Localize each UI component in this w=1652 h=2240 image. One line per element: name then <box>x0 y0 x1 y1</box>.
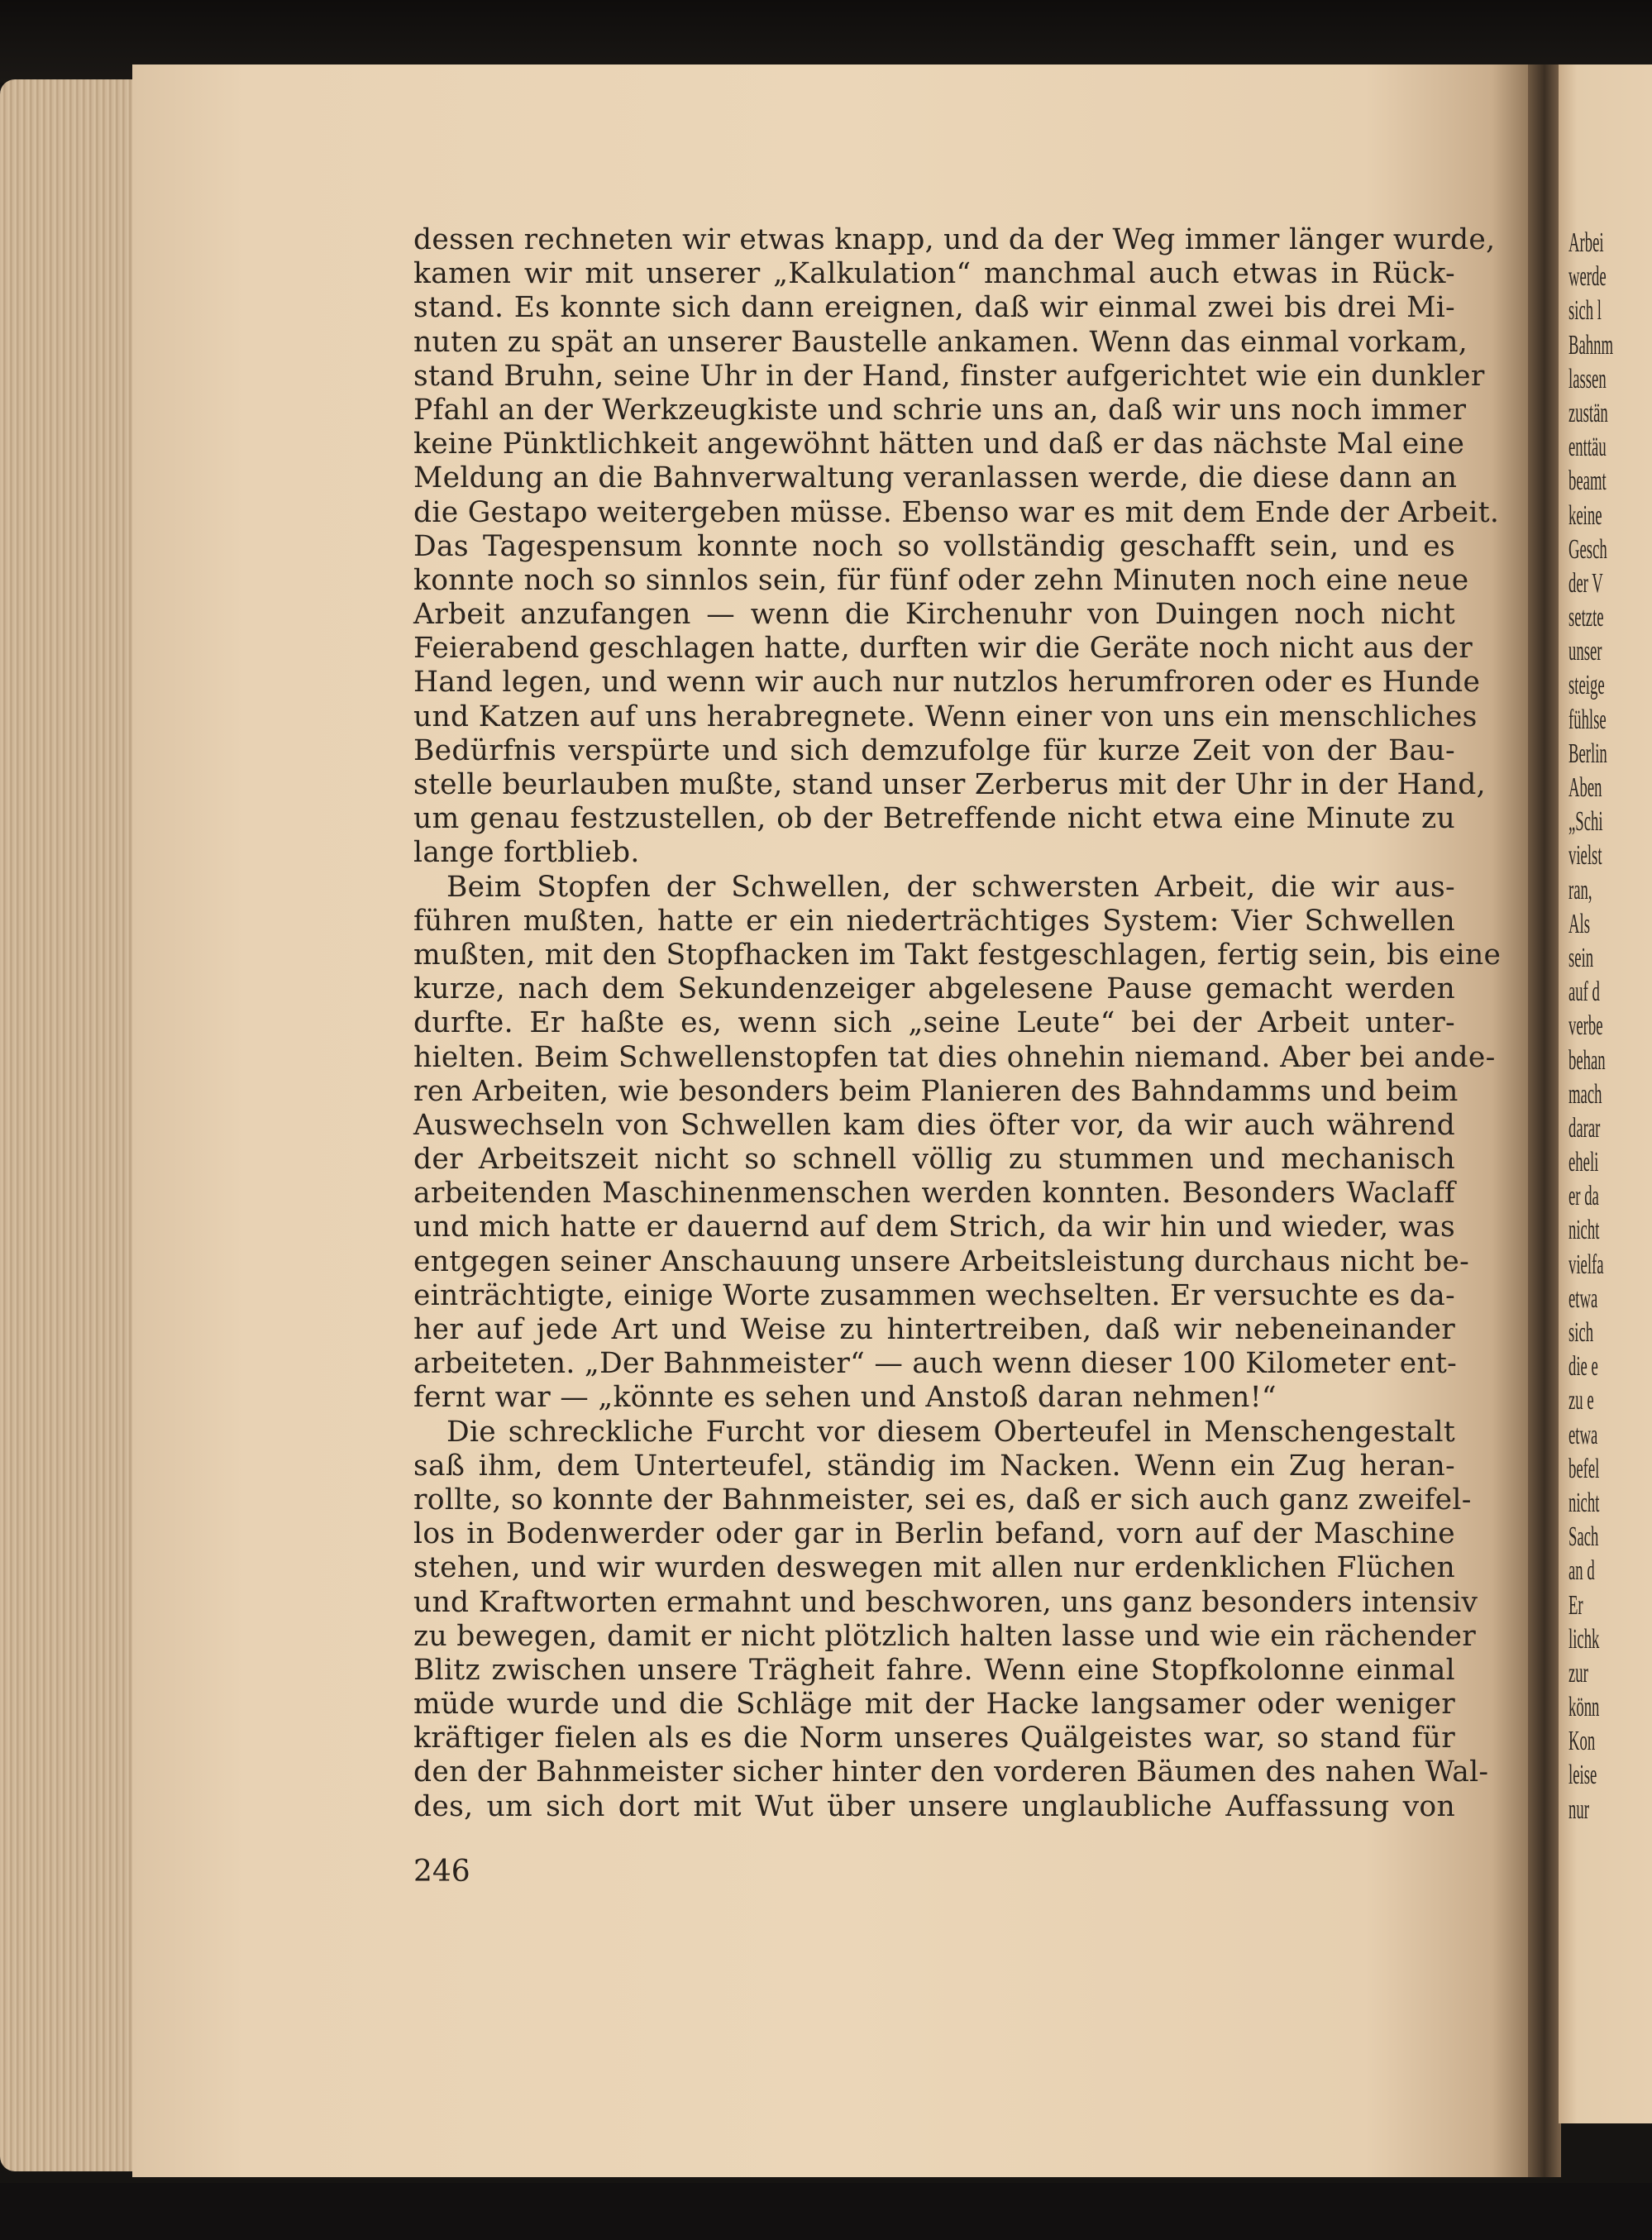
text-line: arbeitenden Maschinenmenschen werden konnten. Besonders Waclaff <box>413 1177 1455 1211</box>
facing-page-fragment: Arbei <box>1568 227 1604 258</box>
facing-page-fragment: nicht <box>1568 1215 1600 1246</box>
body-text <box>413 223 1502 1824</box>
facing-page-fragment: die e <box>1568 1351 1598 1383</box>
facing-page-fragment: könn <box>1568 1692 1600 1723</box>
text-line: der Arbeitszeit nicht so schnell völlig zu stummen und mechanisch <box>413 1143 1455 1177</box>
text-line: Hand legen, und wenn wir auch nur nutzlos herumfroren oder es Hunde <box>413 666 1481 700</box>
facing-page-fragment: Gesch <box>1568 533 1607 565</box>
facing-page-fragment: Berlin <box>1568 738 1607 769</box>
right-page <box>1559 64 1652 2123</box>
text-line: um genau festzustellen, ob der Betreffende nicht etwa eine Minute zu <box>413 802 1455 836</box>
text-line: kräftiger fielen als es die Norm unseres Quälgeistes war, so stand für <box>413 1722 1455 1755</box>
facing-page-fragment: eheli <box>1568 1147 1599 1178</box>
text-line: und mich hatte er dauernd auf dem Strich, da wir hin und wieder, was <box>413 1211 1455 1244</box>
text-line: Beim Stopfen der Schwellen, der schwersten Arbeit, die wir aus- <box>446 870 1455 904</box>
text-line: Meldung an die Bahnverwaltung veranlassen werde, die diese dann an <box>413 461 1458 495</box>
facing-page-fragment: lassen <box>1568 363 1607 394</box>
facing-page-fragment: keine <box>1568 499 1602 531</box>
facing-page-fragment: Als <box>1568 908 1590 939</box>
facing-page-fragment: sich l <box>1568 295 1602 327</box>
text-line: zu bewegen, damit er nicht plötzlich halten lasse und wie ein rächender <box>413 1619 1476 1653</box>
facing-page-fragment: werde <box>1568 261 1607 293</box>
facing-page-fragment: etwa <box>1568 1282 1598 1314</box>
text-line: saß ihm, dem Unterteufel, ständig im Nacken. Wenn ein Zug heran- <box>413 1449 1455 1483</box>
facing-page-fragment: zur <box>1568 1657 1588 1688</box>
text-line: die Gestapo weitergeben müsse. Ebenso war es mit dem Ende der Arbeit. <box>413 495 1500 529</box>
book-gutter <box>1528 64 1561 2177</box>
page-edges <box>0 79 145 2171</box>
text-line: konnte noch so sinnlos sein, für fünf oder zehn Minuten noch eine neue <box>413 563 1469 597</box>
facing-page-fragment: mach <box>1568 1078 1602 1110</box>
text-line: einträchtigte, einige Worte zusammen wechselten. Er versuchte es da- <box>413 1278 1455 1312</box>
text-line: Die schreckliche Furcht vor diesem Oberteufel in Menschengestalt <box>446 1415 1455 1449</box>
facing-page-fragment: setzte <box>1568 602 1604 633</box>
facing-page-fragment: verbe <box>1568 1010 1603 1042</box>
text-line: nuten zu spät an unserer Baustelle ankamen. Wenn das einmal vorkam, <box>413 325 1468 359</box>
facing-page-fragment: leise <box>1568 1760 1597 1791</box>
facing-page-fragment: darar <box>1568 1112 1601 1144</box>
text-line: entgegen seiner Anschauung unsere Arbeitsleistung durchaus nicht be- <box>413 1244 1470 1278</box>
facing-page-fragment: lichk <box>1568 1623 1600 1655</box>
text-line: ren Arbeiten, wie besonders beim Planieren des Bahndamms und beim <box>413 1074 1459 1108</box>
text-line: des, um sich dort mit Wut über unsere unglaubliche Auffassung von <box>413 1789 1455 1823</box>
text-line: stehen, und wir wurden deswegen mit allen nur erdenklichen Flüchen <box>413 1551 1455 1585</box>
text-line: hielten. Beim Schwellenstopfen tat dies ohnehin niemand. Aber bei ande- <box>413 1040 1496 1074</box>
background-bottom <box>0 2183 1652 2240</box>
facing-page-text <box>1568 226 1652 1827</box>
facing-page-fragment: der V <box>1568 567 1603 599</box>
text-line: Bedürfnis verspürte und sich demzufolge für kurze Zeit von der Bau- <box>413 733 1455 767</box>
text-line: kamen wir mit unserer „Kalkulation“ manchmal auch etwas in Rück- <box>413 257 1455 291</box>
text-line: lange fortblieb. <box>413 836 640 870</box>
text-line: stand Bruhn, seine Uhr in der Hand, finster aufgerichtet wie ein dunkler <box>413 359 1485 393</box>
facing-page-fragment: fühlse <box>1568 704 1607 735</box>
facing-page-fragment: beamt <box>1568 466 1607 497</box>
facing-page-fragment: enttäu <box>1568 432 1607 463</box>
facing-page-fragment: Kon <box>1568 1726 1596 1757</box>
facing-page-fragment: unser <box>1568 636 1602 667</box>
facing-page-fragment: etwa <box>1568 1419 1598 1450</box>
text-line: rollte, so konnte der Bahnmeister, sei es, daß er sich auch ganz zweifel- <box>413 1483 1472 1516</box>
facing-page-fragment: sich <box>1568 1317 1594 1348</box>
text-line: durfte. Er haßte es, wenn sich „seine Leute“ bei der Arbeit unter- <box>413 1006 1455 1040</box>
facing-page-fragment: ran, <box>1568 874 1592 905</box>
text-line: mußten, mit den Stopfhacken im Takt festgeschlagen, fertig sein, bis eine <box>413 938 1502 972</box>
text-line: den der Bahnmeister sicher hinter den vorderen Bäumen des nahen Wal- <box>413 1755 1489 1789</box>
facing-page-fragment: vielst <box>1568 840 1602 872</box>
text-line: müde wurde und die Schläge mit der Hacke langsamer oder weniger <box>413 1688 1455 1722</box>
facing-page-fragment: nur <box>1568 1793 1589 1825</box>
facing-page-fragment: befel <box>1568 1453 1600 1484</box>
text-line: keine Pünktlichkeit angewöhnt hätten und daß er das nächste Mal eine <box>413 427 1465 461</box>
text-line: Das Tagespensum konnte noch so vollständig geschafft sein, und es <box>413 529 1455 563</box>
text-line: Blitz zwischen unsere Trägheit fahre. Wenn eine Stopfkolonne einmal <box>413 1653 1455 1687</box>
facing-page-fragment: „Schi <box>1568 806 1603 838</box>
facing-page-fragment: Er <box>1568 1589 1583 1621</box>
facing-page-fragment: zu e <box>1568 1385 1594 1416</box>
text-line: arbeiteten. „Der Bahnmeister“ — auch wenn dieser 100 Kilometer ent- <box>413 1347 1458 1381</box>
facing-page-fragment: behan <box>1568 1044 1606 1076</box>
facing-page-fragment: Bahnm <box>1568 329 1614 361</box>
facing-page-fragment: vielfa <box>1568 1249 1604 1280</box>
text-line: Auswechseln von Schwellen kam dies öfter vor, da wir auch während <box>413 1108 1455 1142</box>
text-line: Feierabend geschlagen hatte, durften wir die Geräte noch nicht aus der <box>413 632 1473 666</box>
text-line: führen mußten, hatte er ein niederträchtiges System: Vier Schwellen <box>413 904 1455 938</box>
facing-page-fragment: Aben <box>1568 772 1602 803</box>
facing-page-fragment: steige <box>1568 670 1605 701</box>
text-line: stelle beurlauben mußte, stand unser Zerberus mit der Uhr in der Hand, <box>413 768 1486 801</box>
facing-page-fragment: sein <box>1568 942 1594 973</box>
facing-page-fragment: er da <box>1568 1181 1599 1212</box>
text-line: kurze, nach dem Sekundenzeiger abgelesene Pause gemacht werden <box>413 972 1455 1006</box>
facing-page-fragment: zustän <box>1568 397 1608 428</box>
text-line: her auf jede Art und Weise zu hintertreiben, daß wir nebeneinander <box>413 1313 1455 1346</box>
text-line: fernt war — „könnte es sehen und Anstoß daran nehmen!“ <box>413 1381 1277 1415</box>
facing-page-fragment: auf d <box>1568 977 1600 1008</box>
text-line: stand. Es konnte sich dann ereignen, daß wir einmal zwei bis drei Mi- <box>413 291 1455 325</box>
text-line: und Kraftworten ermahnt und beschworen, uns ganz besonders intensiv <box>413 1585 1478 1619</box>
facing-page-fragment: Sach <box>1568 1521 1599 1553</box>
text-line: dessen rechneten wir etwas knapp, und da der Weg immer länger wurde, <box>413 223 1496 256</box>
text-line: los in Bodenwerder oder gar in Berlin befand, vorn auf der Maschine <box>413 1517 1455 1551</box>
text-line: Pfahl an der Werkzeugkiste und schrie uns an, daß wir uns noch immer <box>413 393 1467 427</box>
facing-page-fragment: an d <box>1568 1555 1595 1587</box>
text-line: Arbeit anzufangen — wenn die Kirchenuhr von Duingen noch nicht <box>413 598 1455 632</box>
facing-page-fragment: nicht <box>1568 1487 1600 1518</box>
page-number: 246 <box>413 1855 470 1889</box>
text-line: und Katzen auf uns herabregnete. Wenn einer von uns ein menschliches <box>413 700 1478 733</box>
